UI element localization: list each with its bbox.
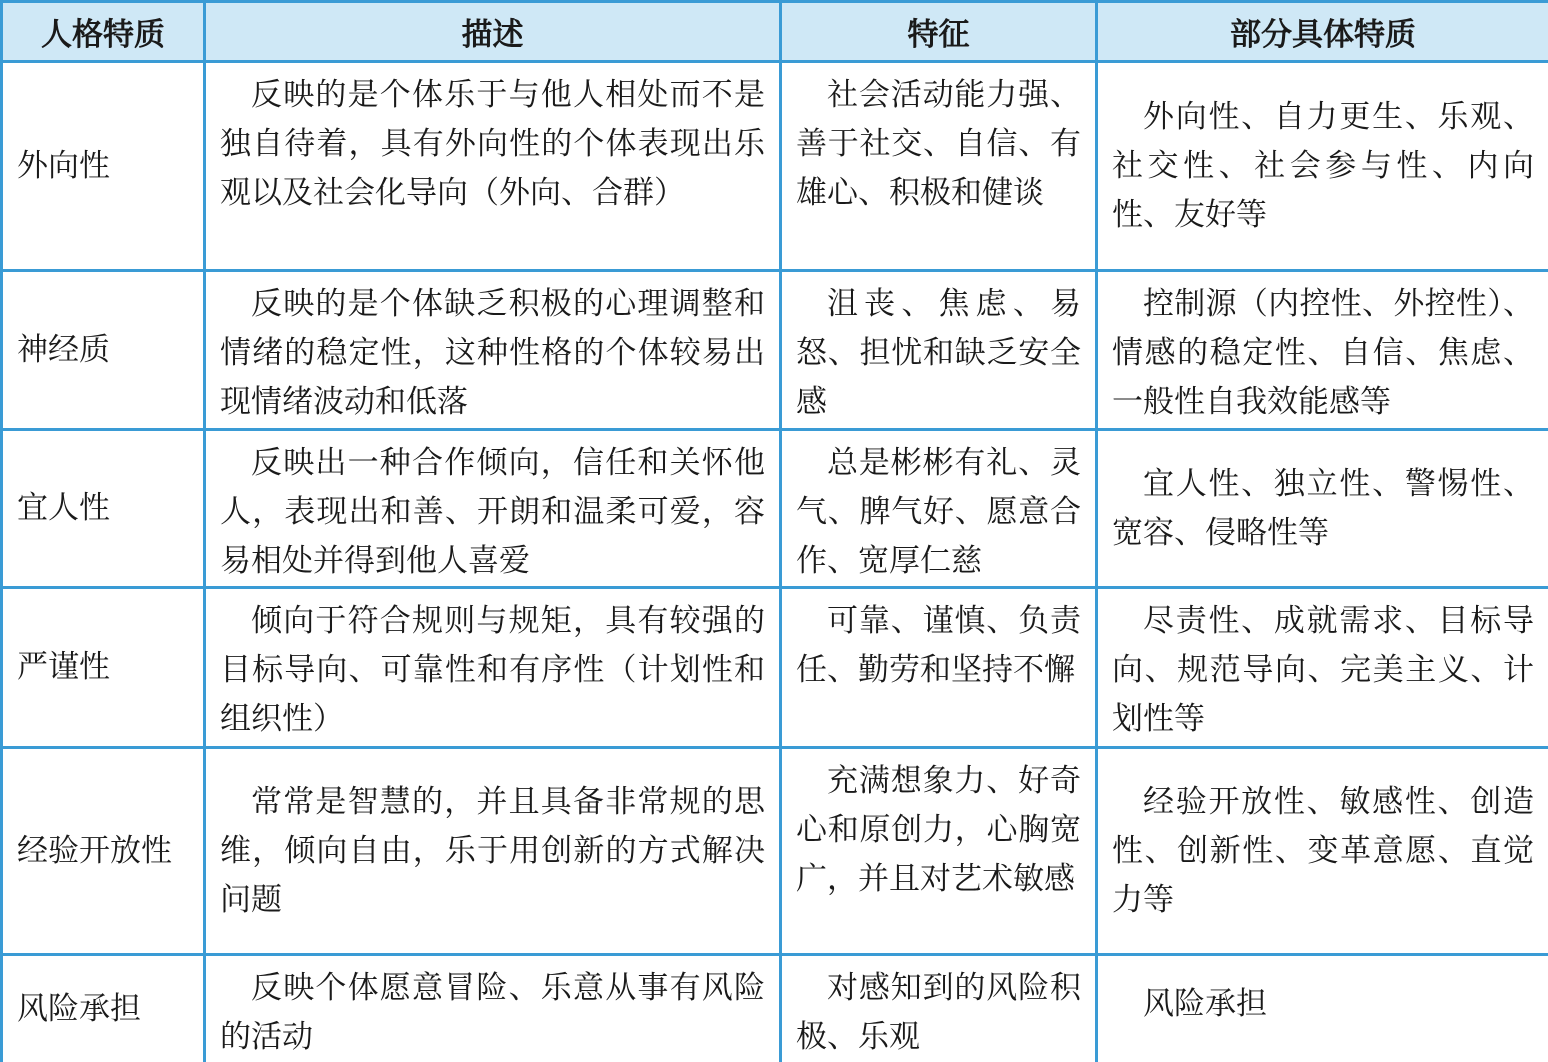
header-description: 描述 — [205, 2, 781, 62]
trait-specific: 尽责性、成就需求、目标导向、规范导向、完美主义、计划性等 — [1097, 588, 1548, 748]
header-features: 特征 — [781, 2, 1097, 62]
table-body — [2, 62, 1548, 1062]
trait-specific: 风险承担 — [1097, 955, 1548, 1062]
trait-features: 可靠、谨慎、负责任、勤劳和坚持不懈 — [781, 588, 1097, 748]
trait-description: 反映个体愿意冒险、乐意从事有风险的活动 — [205, 955, 781, 1062]
header-row — [2, 2, 1548, 62]
trait-features: 对感知到的风险积极、乐观 — [781, 955, 1097, 1062]
table-row — [2, 588, 1548, 748]
trait-description: 反映的是个体乐于与他人相处而不是独自待着，具有外向性的个体表现出乐观以及社会化导向（外向、合群） — [205, 62, 781, 271]
trait-description: 反映的是个体缺乏积极的心理调整和情绪的稳定性，这种性格的个体较易出现情绪波动和低落 — [205, 271, 781, 430]
trait-features: 总是彬彬有礼、灵气、脾气好、愿意合作、宽厚仁慈 — [781, 430, 1097, 588]
table-row — [2, 430, 1548, 588]
trait-name: 严谨性 — [2, 588, 205, 748]
table-header — [2, 2, 1548, 62]
trait-features: 充满想象力、好奇心和原创力，心胸宽广，并且对艺术敏感 — [781, 748, 1097, 955]
header-specific-traits: 部分具体特质 — [1097, 2, 1548, 62]
trait-specific: 外向性、自力更生、乐观、社交性、社会参与性、内向性、友好等 — [1097, 62, 1548, 271]
trait-specific: 经验开放性、敏感性、创造性、创新性、变革意愿、直觉力等 — [1097, 748, 1548, 955]
trait-name: 经验开放性 — [2, 748, 205, 955]
table-row — [2, 271, 1548, 430]
trait-description: 反映出一种合作倾向，信任和关怀他人，表现出和善、开朗和温柔可爱，容易相处并得到他人喜爱 — [205, 430, 781, 588]
trait-specific: 宜人性、独立性、警惕性、宽容、侵略性等 — [1097, 430, 1548, 588]
table-row — [2, 62, 1548, 271]
trait-specific: 控制源（内控性、外控性）、情感的稳定性、自信、焦虑、一般性自我效能感等 — [1097, 271, 1548, 430]
trait-features: 沮丧、焦虑、易怒、担忧和缺乏安全感 — [781, 271, 1097, 430]
trait-name: 风险承担 — [2, 955, 205, 1062]
header-trait: 人格特质 — [2, 2, 205, 62]
trait-name: 神经质 — [2, 271, 205, 430]
trait-description: 倾向于符合规则与规矩，具有较强的目标导向、可靠性和有序性（计划性和组织性） — [205, 588, 781, 748]
trait-description: 常常是智慧的，并且具备非常规的思维，倾向自由，乐于用创新的方式解决问题 — [205, 748, 781, 955]
trait-name: 外向性 — [2, 62, 205, 271]
trait-features: 社会活动能力强、善于社交、自信、有雄心、积极和健谈 — [781, 62, 1097, 271]
trait-name: 宜人性 — [2, 430, 205, 588]
table-row — [2, 748, 1548, 955]
table-row — [2, 955, 1548, 1062]
